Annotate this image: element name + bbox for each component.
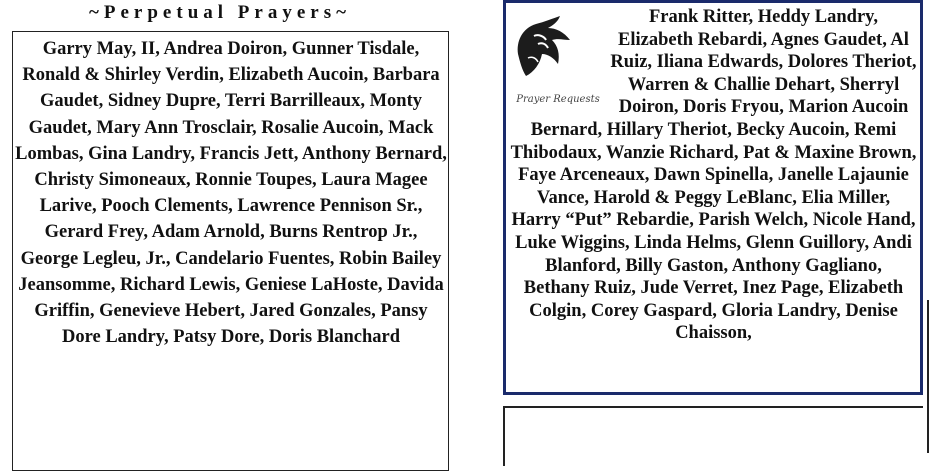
prayer-requests-logo <box>508 6 608 118</box>
prayer-requests-logo-caption: Prayer Requests <box>516 94 600 105</box>
perpetual-prayers-title: ~Perpetual Prayers~ <box>89 2 351 23</box>
praying-hands-icon <box>514 14 574 86</box>
prayer-requests-panel <box>510 6 917 345</box>
next-section-box <box>503 406 923 466</box>
prayer-requests-list: Frank Ritter, Heddy Landry, Elizabeth Rebardi, Agnes Gaudet, Al Ruiz, Iliana Edwards, Dolores Theriot, Warren & Challie Dehart, Sherryl Doiron, Doris Fryou, Marion Aucoin Bernard, Hillary Theriot, Becky Aucoin, Remi Thibodaux, Wanzie Richard, Pat & Maxine Brown, Faye Arceneaux, Dawn Spinella, Janelle Lajaunie Vance, Harold & Peggy LeBlanc, Elia Miller, Harry “Put” Rebardie, Parish Welch, Nicole Hand, Luke Wiggins, Linda Helms, Glenn Guillory, Andi Blanford, Billy Gaston, Anthony Gagliano, Bethany Ruiz, Jude Verret, Inez Page, Elizabeth Colgin, Corey Gaspard, Gloria Landry, Denise Chaisson, <box>510 7 917 344</box>
perpetual-prayers-list: Garry May, II, Andrea Doiron, Gunner Tisdale, Ronald & Shirley Verdin, Elizabeth Aucoin, Barbara Gaudet, Sidney Dupre, Terri Barrilleaux, Monty Gaudet, Mary Ann Trosclair, Rosalie Aucoin, Mack Lombas, Gina Landry, Francis Jett, Anthony Bernard, Christy Simoneaux, Ronnie Toupes, Laura Magee Larive, Pooch Clements, Lawrence Pennison Sr., Gerard Frey, Adam Arnold, Burns Rentrop Jr., George Legleu, Jr., Candelario Fuentes, Robin Bailey Jeansomme, Richard Lewis, Geniese LaHoste, Davida Griffin, Genevieve Hebert, Jared Gonzales, Pansy Dore Landry, Patsy Dore, Doris Blanchard <box>15 39 447 348</box>
page-edge-rule <box>927 300 929 453</box>
